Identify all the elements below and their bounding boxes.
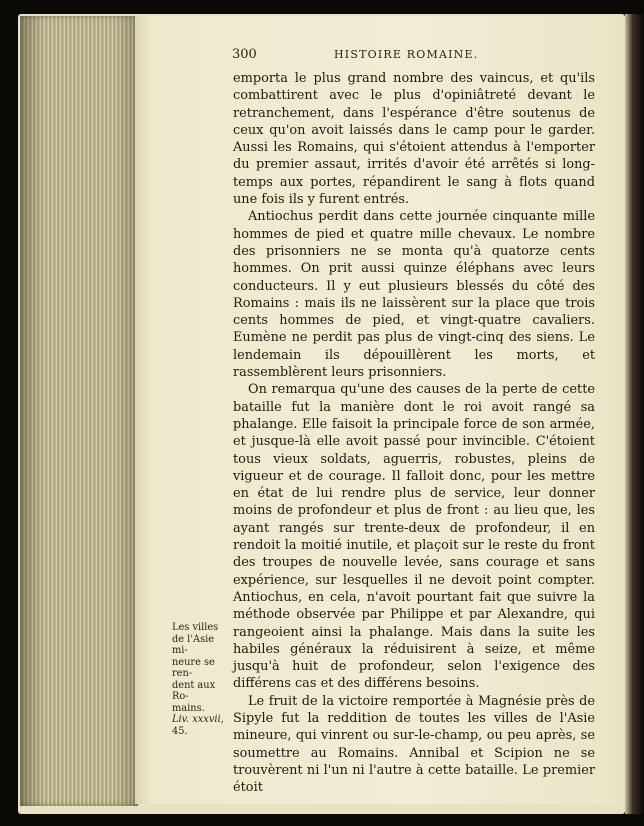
margin-note-reference: Liv. xxxvii, xyxy=(172,714,224,725)
paragraph: Le fruit de la victoire remportée à Magnésie près de Sipyle fut la reddition de toutes les villes de l'Asie mineure, qui vinrent ou sur-le-champ, ou peu après, se soumettre au Romains. Annibal et Scipion ne se trouvèrent ni l'un ni l'autre à cette bataille. Le premier étoit xyxy=(233,693,595,796)
page-edges xyxy=(20,16,138,806)
margin-note-line: dent aux Ro- xyxy=(172,679,216,702)
margin-note-reference-number: 45. xyxy=(172,725,188,737)
margin-note-line: neure se ren- xyxy=(172,656,215,679)
paragraph: Antiochus perdit dans cette journée cinquante mille hommes de pied et quatre mille chevaux. Le nombre des prisonniers ne se monta qu'à quatorze cents hommes. On prit aussi quinze éléphans avec leurs conducteurs. Il y eut plusieurs blessés du côté des Romains : mais ils ne laissèrent sur la place que trois cents hommes de pied, et vingt-quatre cavaliers. Eumène ne perdit pas plus de vingt-cinq des siens. Le lendemain ils dépouillèrent les morts, et rassemblèrent leurs prisonniers. xyxy=(233,209,595,381)
page-number: 300 xyxy=(232,47,257,62)
book-spine-edge xyxy=(625,14,644,814)
body-text xyxy=(233,70,595,796)
page-header xyxy=(232,47,594,67)
running-title: HISTOIRE ROMAINE. xyxy=(334,48,479,61)
paragraph: On remarqua qu'une des causes de la perte de cette bataille fut la manière dont le roi avoit rangé sa phalange. Elle faisoit la principale force de son armée, et jusque-là elle avoit passé pour invincible. C'étoient tous vieux soldats, aguerris, robustes, pleins de vigueur et de courage. Il falloit donc, pour les mettre en état de lui rendre plus de service, leur donner moins de profondeur et plus de front : au lieu que, les ayant rangés sur trente-deux de profondeur, il en rendoit la moitié inutile, et plaçoit sur le reste du front des troupes de nouvelle levée, sans courage et sans expérience, sur lesquelles il ne devoit point compter. Antiochus, en cela, n'avoit pourtant fait que suivre la méthode observée par Philippe et par Alexandre, qui rangeoient ainsi la phalange. Mais dans la suite les habiles généraux la réduisirent à seize, et même jusqu'à huit de profondeur, selon l'exigence des différens cas et des différens besoins. xyxy=(233,382,595,692)
margin-note xyxy=(172,622,232,737)
margin-note-line: de l'Asie mi- xyxy=(172,633,215,656)
margin-note-line: mains. xyxy=(172,702,205,714)
paragraph: emporta le plus grand nombre des vaincus, et qu'ils combattirent avec le plus d'opiniâtreté devant le retranchement, dans l'espérance d'être soutenus de ceux qu'on avoit laissés dans le camp pour le garder. Aussi les Romains, qui s'étoient attendus à l'emporter du premier assaut, irrités d'avoir été arrêtés si long-temps aux portes, répandirent le sang à flots quand une fois ils y furent entrés. xyxy=(233,71,595,208)
margin-note-line: Les villes xyxy=(172,622,219,633)
